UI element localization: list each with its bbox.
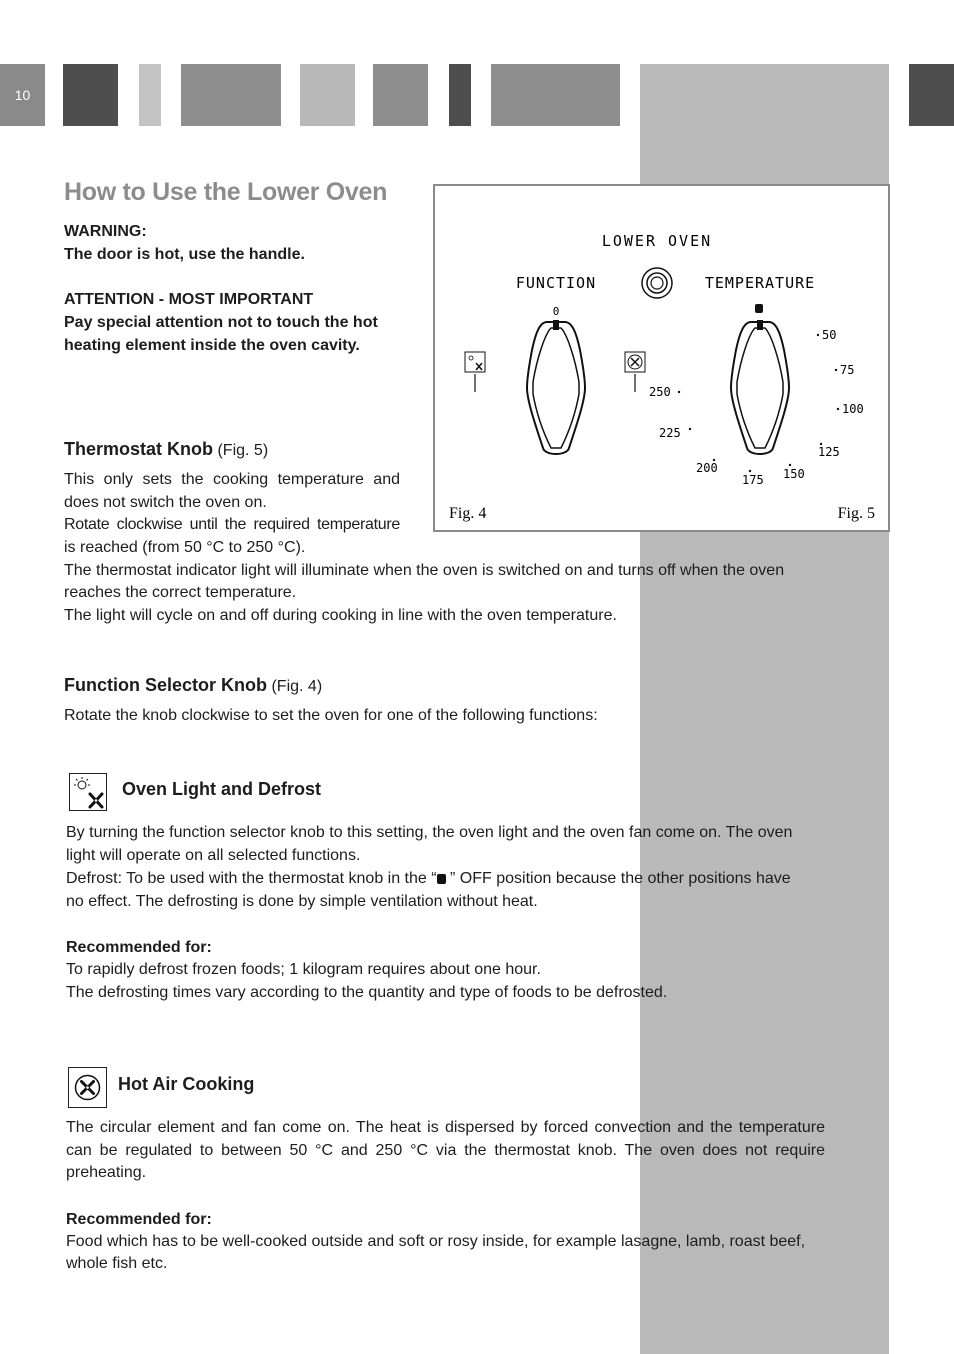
header-bar-5 (373, 64, 428, 126)
light-fan-icon (465, 352, 485, 392)
thermostat-line-7: The light will cycle on and off during cooking in line with the oven temperature. (64, 607, 617, 624)
function-intro: Rotate the knob clockwise to set the oven for one of the following functions: (64, 707, 598, 724)
temperature-off-mark (755, 304, 763, 313)
thermostat-fig-ref: (Fig. 5) (217, 442, 269, 459)
thermostat-heading: Thermostat Knob (64, 439, 214, 459)
thermostat-line-2: does not switch the oven on. (64, 494, 267, 511)
off-position-icon (437, 874, 446, 884)
function-fig-ref: (Fig. 4) (271, 678, 323, 695)
panel-title: LOWER OVEN (601, 232, 713, 250)
warning-label: WARNING: (64, 223, 147, 240)
temperature-knob (731, 320, 789, 454)
warning-text: The door is hot, use the handle. (64, 246, 305, 263)
function-heading: Function Selector Knob (64, 675, 268, 695)
attention-text-2: heating element inside the oven cavity. (64, 337, 360, 354)
thermostat-heading-row (64, 439, 268, 460)
function-knob (527, 320, 585, 454)
fig5-caption: Fig. 5 (837, 505, 875, 522)
temperature-label: TEMPERATURE (704, 274, 816, 292)
header-bar-1 (63, 64, 118, 126)
attention-text-1: Pay special attention not to touch the hot (64, 314, 378, 331)
temp-mark-175: 175 (742, 473, 764, 487)
figure-control-panel (433, 184, 890, 532)
attention-label: ATTENTION - MOST IMPORTANT (64, 291, 314, 308)
oven-light-p1-line2: light will operate on all selected functions. (66, 847, 361, 864)
hot-air-rec-line2: whole fish etc. (66, 1255, 168, 1272)
header-bar-6 (449, 64, 471, 126)
temp-mark-150: 150 (783, 467, 805, 481)
header-bar-2 (139, 64, 161, 126)
hot-air-p1: The circular element and fan come on. The heat is dispersed by forced convection and the temperature can be regulated to between 50 °C and 250 °C via the thermostat knob. The oven does not require preheating. (66, 1119, 825, 1182)
oven-light-rec-label: Recommended for: (66, 939, 212, 956)
oven-light-rec-line2: The defrosting times vary according to the quantity and type of foods to be defrosted. (66, 984, 668, 1001)
fan-circle-icon (68, 1067, 107, 1108)
thermostat-line-3: Rotate clockwise until the required temperature (64, 516, 400, 533)
fig4-caption: Fig. 4 (449, 505, 487, 522)
thermostat-line-6: reaches the correct temperature. (64, 584, 297, 601)
thermostat-line-4: is reached (from 50 °C to 250 °C). (64, 539, 306, 556)
temp-mark-200: 200 (696, 461, 718, 475)
temp-mark-75: 75 (840, 363, 855, 377)
control-panel-drawing (435, 186, 888, 530)
page-number: 10 (0, 64, 45, 126)
defrost-text-post: ” OFF position because the other positions have (445, 870, 791, 887)
hot-air-heading: Hot Air Cooking (118, 1074, 255, 1094)
header-bar-4 (300, 64, 355, 126)
temp-mark-250: 250 (649, 385, 671, 399)
thermostat-line-1: This only sets the cooking temperature and (64, 471, 400, 488)
defrost-text-pre: Defrost: To be used with the thermostat knob in the “ (66, 870, 437, 887)
fan-circle-icon (625, 352, 645, 392)
temp-mark-125: 125 (818, 445, 840, 459)
page-title: How to Use the Lower Oven (64, 178, 388, 206)
function-off-mark: 0 (552, 305, 560, 318)
hot-air-rec-line1: Food which has to be well-cooked outside and soft or rosy inside, for example lasagne, lamb, roast beef, (66, 1233, 806, 1250)
oven-light-p1-line1: By turning the function selector knob to this setting, the oven light and the oven fan come on. The oven (66, 824, 793, 841)
oven-light-heading: Oven Light and Defrost (122, 779, 322, 799)
header-bar-7 (491, 64, 620, 126)
indicator-light-icon (642, 268, 672, 298)
header-bar-3 (181, 64, 281, 126)
thermostat-line-5: The thermostat indicator light will illuminate when the oven is switched on and turns off when the oven (64, 562, 785, 579)
temp-mark-225: 225 (659, 426, 681, 440)
oven-light-p2-line2: no effect. The defrosting is done by simple ventilation without heat. (66, 893, 538, 910)
temp-mark-50: 50 (822, 328, 837, 342)
hot-air-rec-label: Recommended for: (66, 1211, 212, 1228)
function-heading-row (64, 675, 322, 696)
oven-light-rec-line1: To rapidly defrost frozen foods; 1 kilogram requires about one hour. (66, 961, 541, 978)
temp-mark-100: 100 (842, 402, 864, 416)
function-label: FUNCTION (515, 274, 597, 292)
header-bar-8 (909, 64, 954, 126)
temp-scale-dots (678, 334, 839, 472)
light-fan-icon (69, 773, 107, 811)
oven-light-p2-line1 (66, 868, 826, 891)
